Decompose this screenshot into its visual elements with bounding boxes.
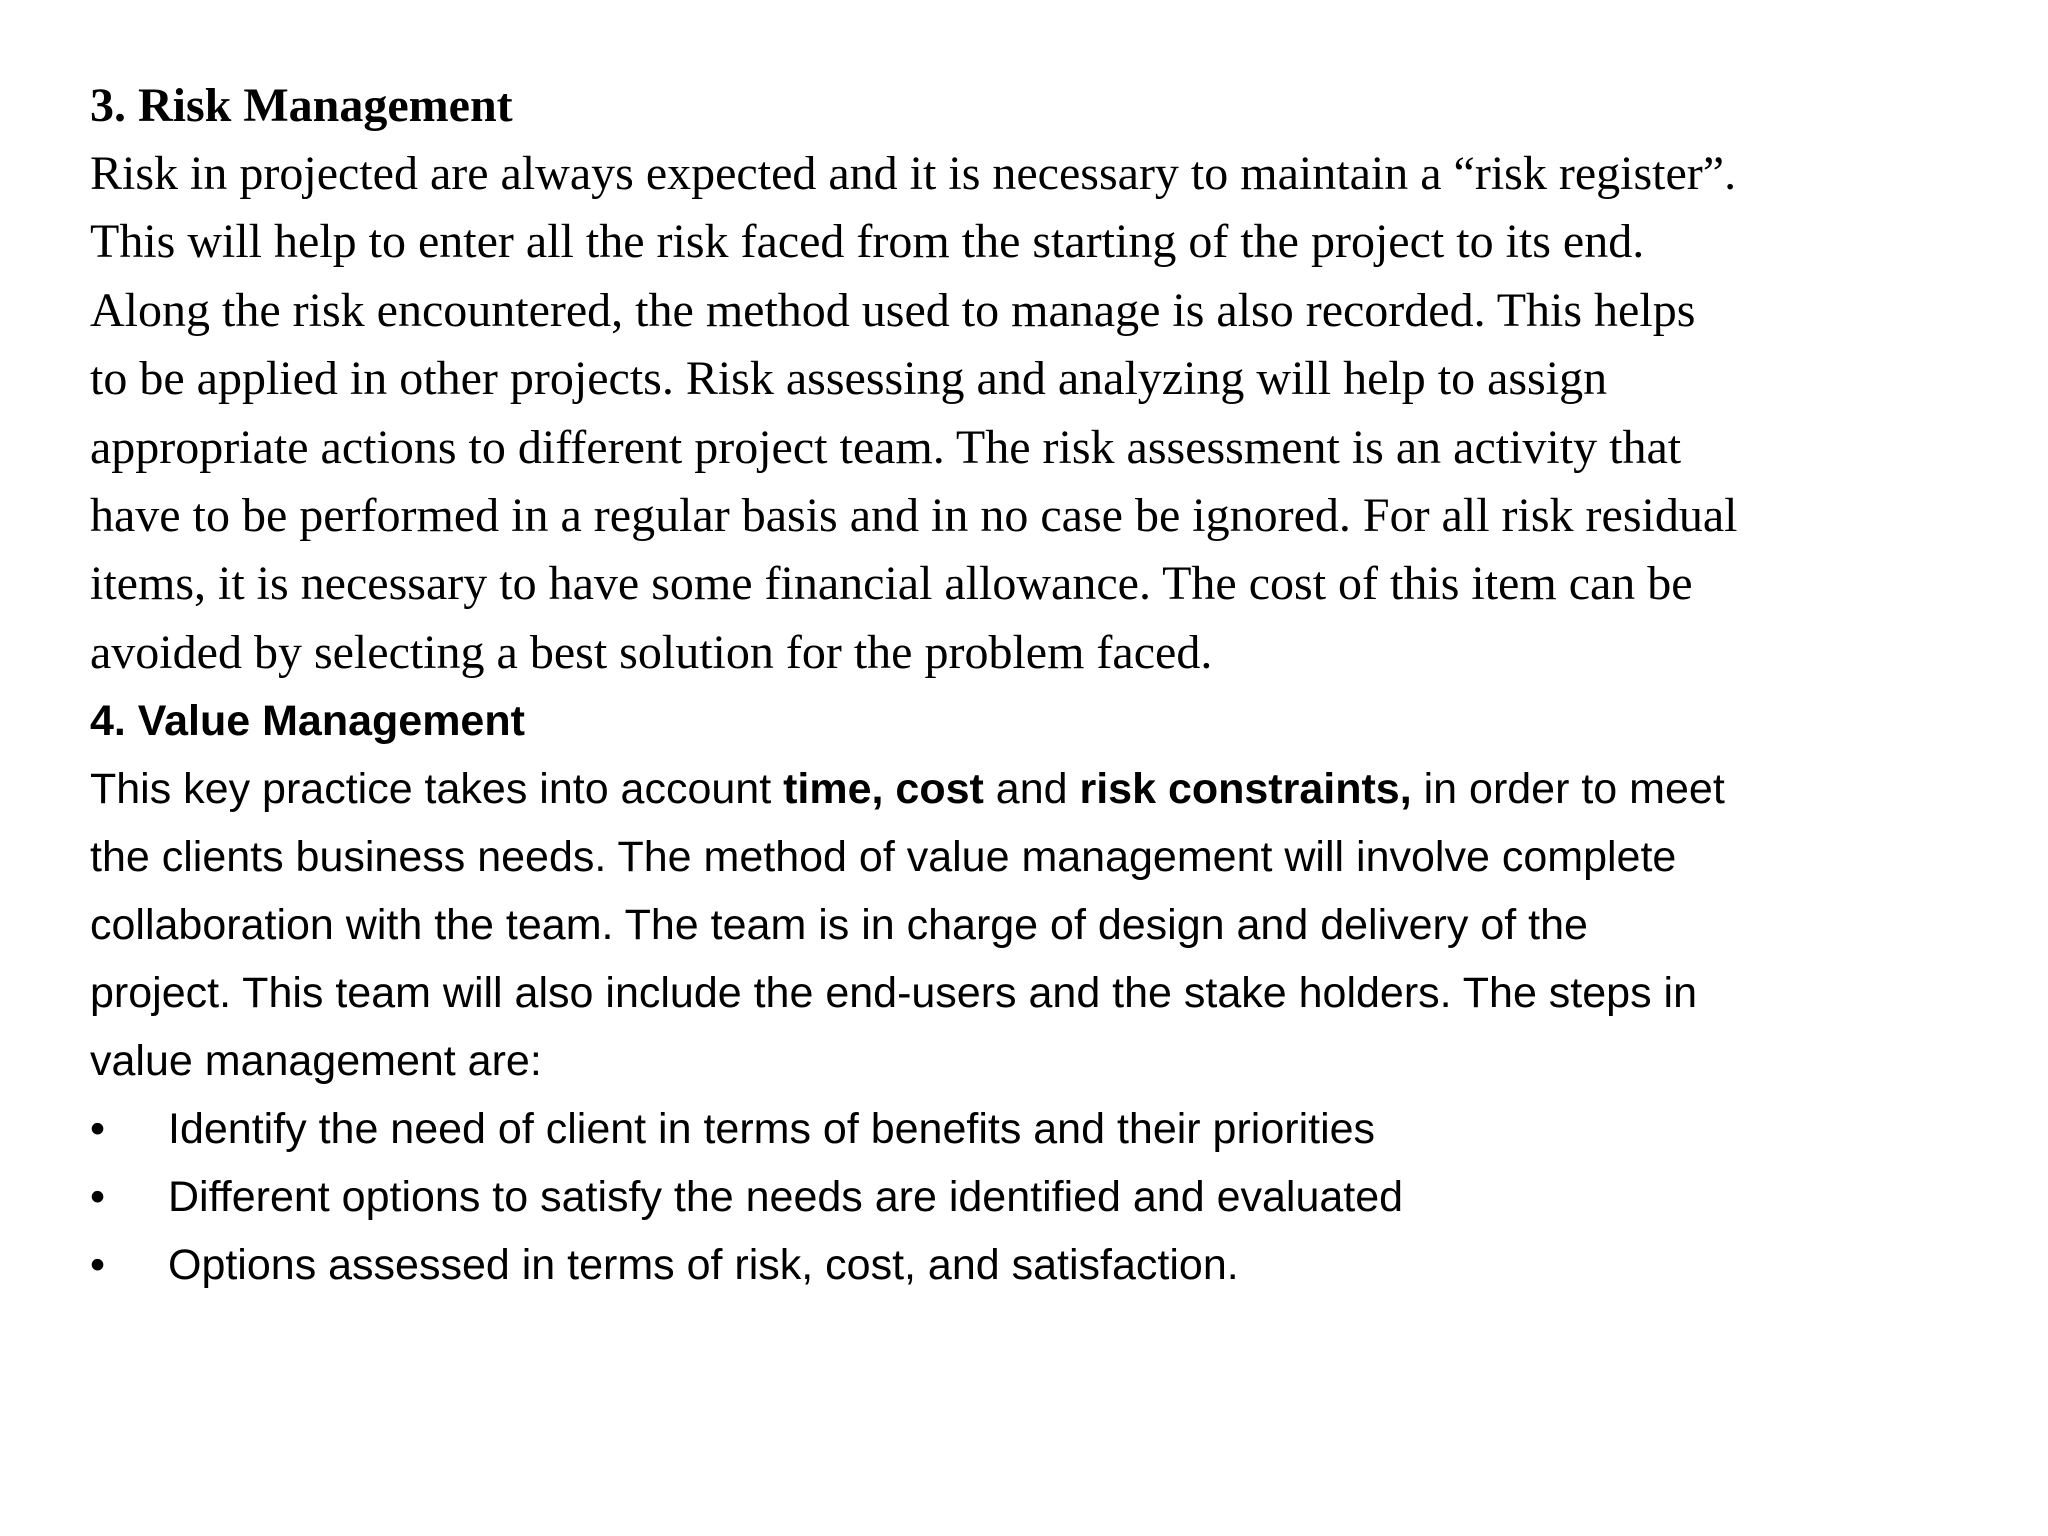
bullet-icon: •: [90, 1173, 106, 1221]
value-text: This key practice takes into account: [90, 765, 784, 813]
value-paragraph-line: the clients business needs. The method of value management will involve complete: [90, 833, 1677, 881]
list-item: [90, 1163, 1990, 1231]
bullet-icon: •: [90, 1105, 106, 1153]
value-management-heading: 4. Value Management: [90, 697, 525, 745]
value-paragraph-line: project. This team will also include the end-users and the stake holders. The steps in: [90, 969, 1697, 1017]
bullet-icon: •: [90, 1241, 106, 1289]
list-item-text: Different options to satisfy the needs are identified and evaluated: [168, 1173, 1404, 1221]
risk-management-heading: 3. Risk Management: [90, 79, 513, 132]
risk-paragraph-line: have to be performed in a regular basis and in no case be ignored. For all risk residual: [90, 489, 1738, 543]
value-paragraph-line: value management are:: [90, 1037, 542, 1085]
risk-paragraph-line: to be applied in other projects. Risk assessing and analyzing will help to assign: [90, 352, 1608, 406]
value-text: in order to meet: [1411, 765, 1725, 813]
risk-paragraph-line: Risk in projected are always expected and it is necessary to maintain a “risk register”.: [90, 147, 1737, 200]
risk-paragraph-line: items, it is necessary to have some financial allowance. The cost of this item can be: [90, 557, 1693, 611]
risk-paragraph-line: appropriate actions to different project team. The risk assessment is an activity that: [90, 420, 1682, 474]
risk-paragraph-line: avoided by selecting a best solution for the problem faced.: [90, 625, 1213, 679]
value-bold-text: risk constraints,: [1079, 765, 1412, 813]
value-paragraph-line: collaboration with the team. The team is in charge of design and delivery of the: [90, 901, 1588, 949]
list-item-text: Options assessed in terms of risk, cost, and satisfaction.: [168, 1241, 1239, 1289]
risk-management-section: [90, 72, 1990, 687]
list-item: [90, 1095, 1990, 1163]
value-management-section: [90, 687, 1990, 1299]
value-paragraph-line: [90, 755, 1990, 823]
risk-paragraph-line: Along the risk encountered, the method used to manage is also recorded. This helps: [90, 283, 1696, 337]
list-item: [90, 1231, 1990, 1299]
value-steps-list: [90, 1095, 1990, 1299]
value-text: and: [983, 765, 1080, 813]
list-item-text: Identify the need of client in terms of benefits and their priorities: [168, 1105, 1376, 1153]
value-bold-text: time, cost: [783, 765, 984, 813]
risk-paragraph-line: This will help to enter all the risk faced from the starting of the project to its end.: [90, 215, 1645, 269]
